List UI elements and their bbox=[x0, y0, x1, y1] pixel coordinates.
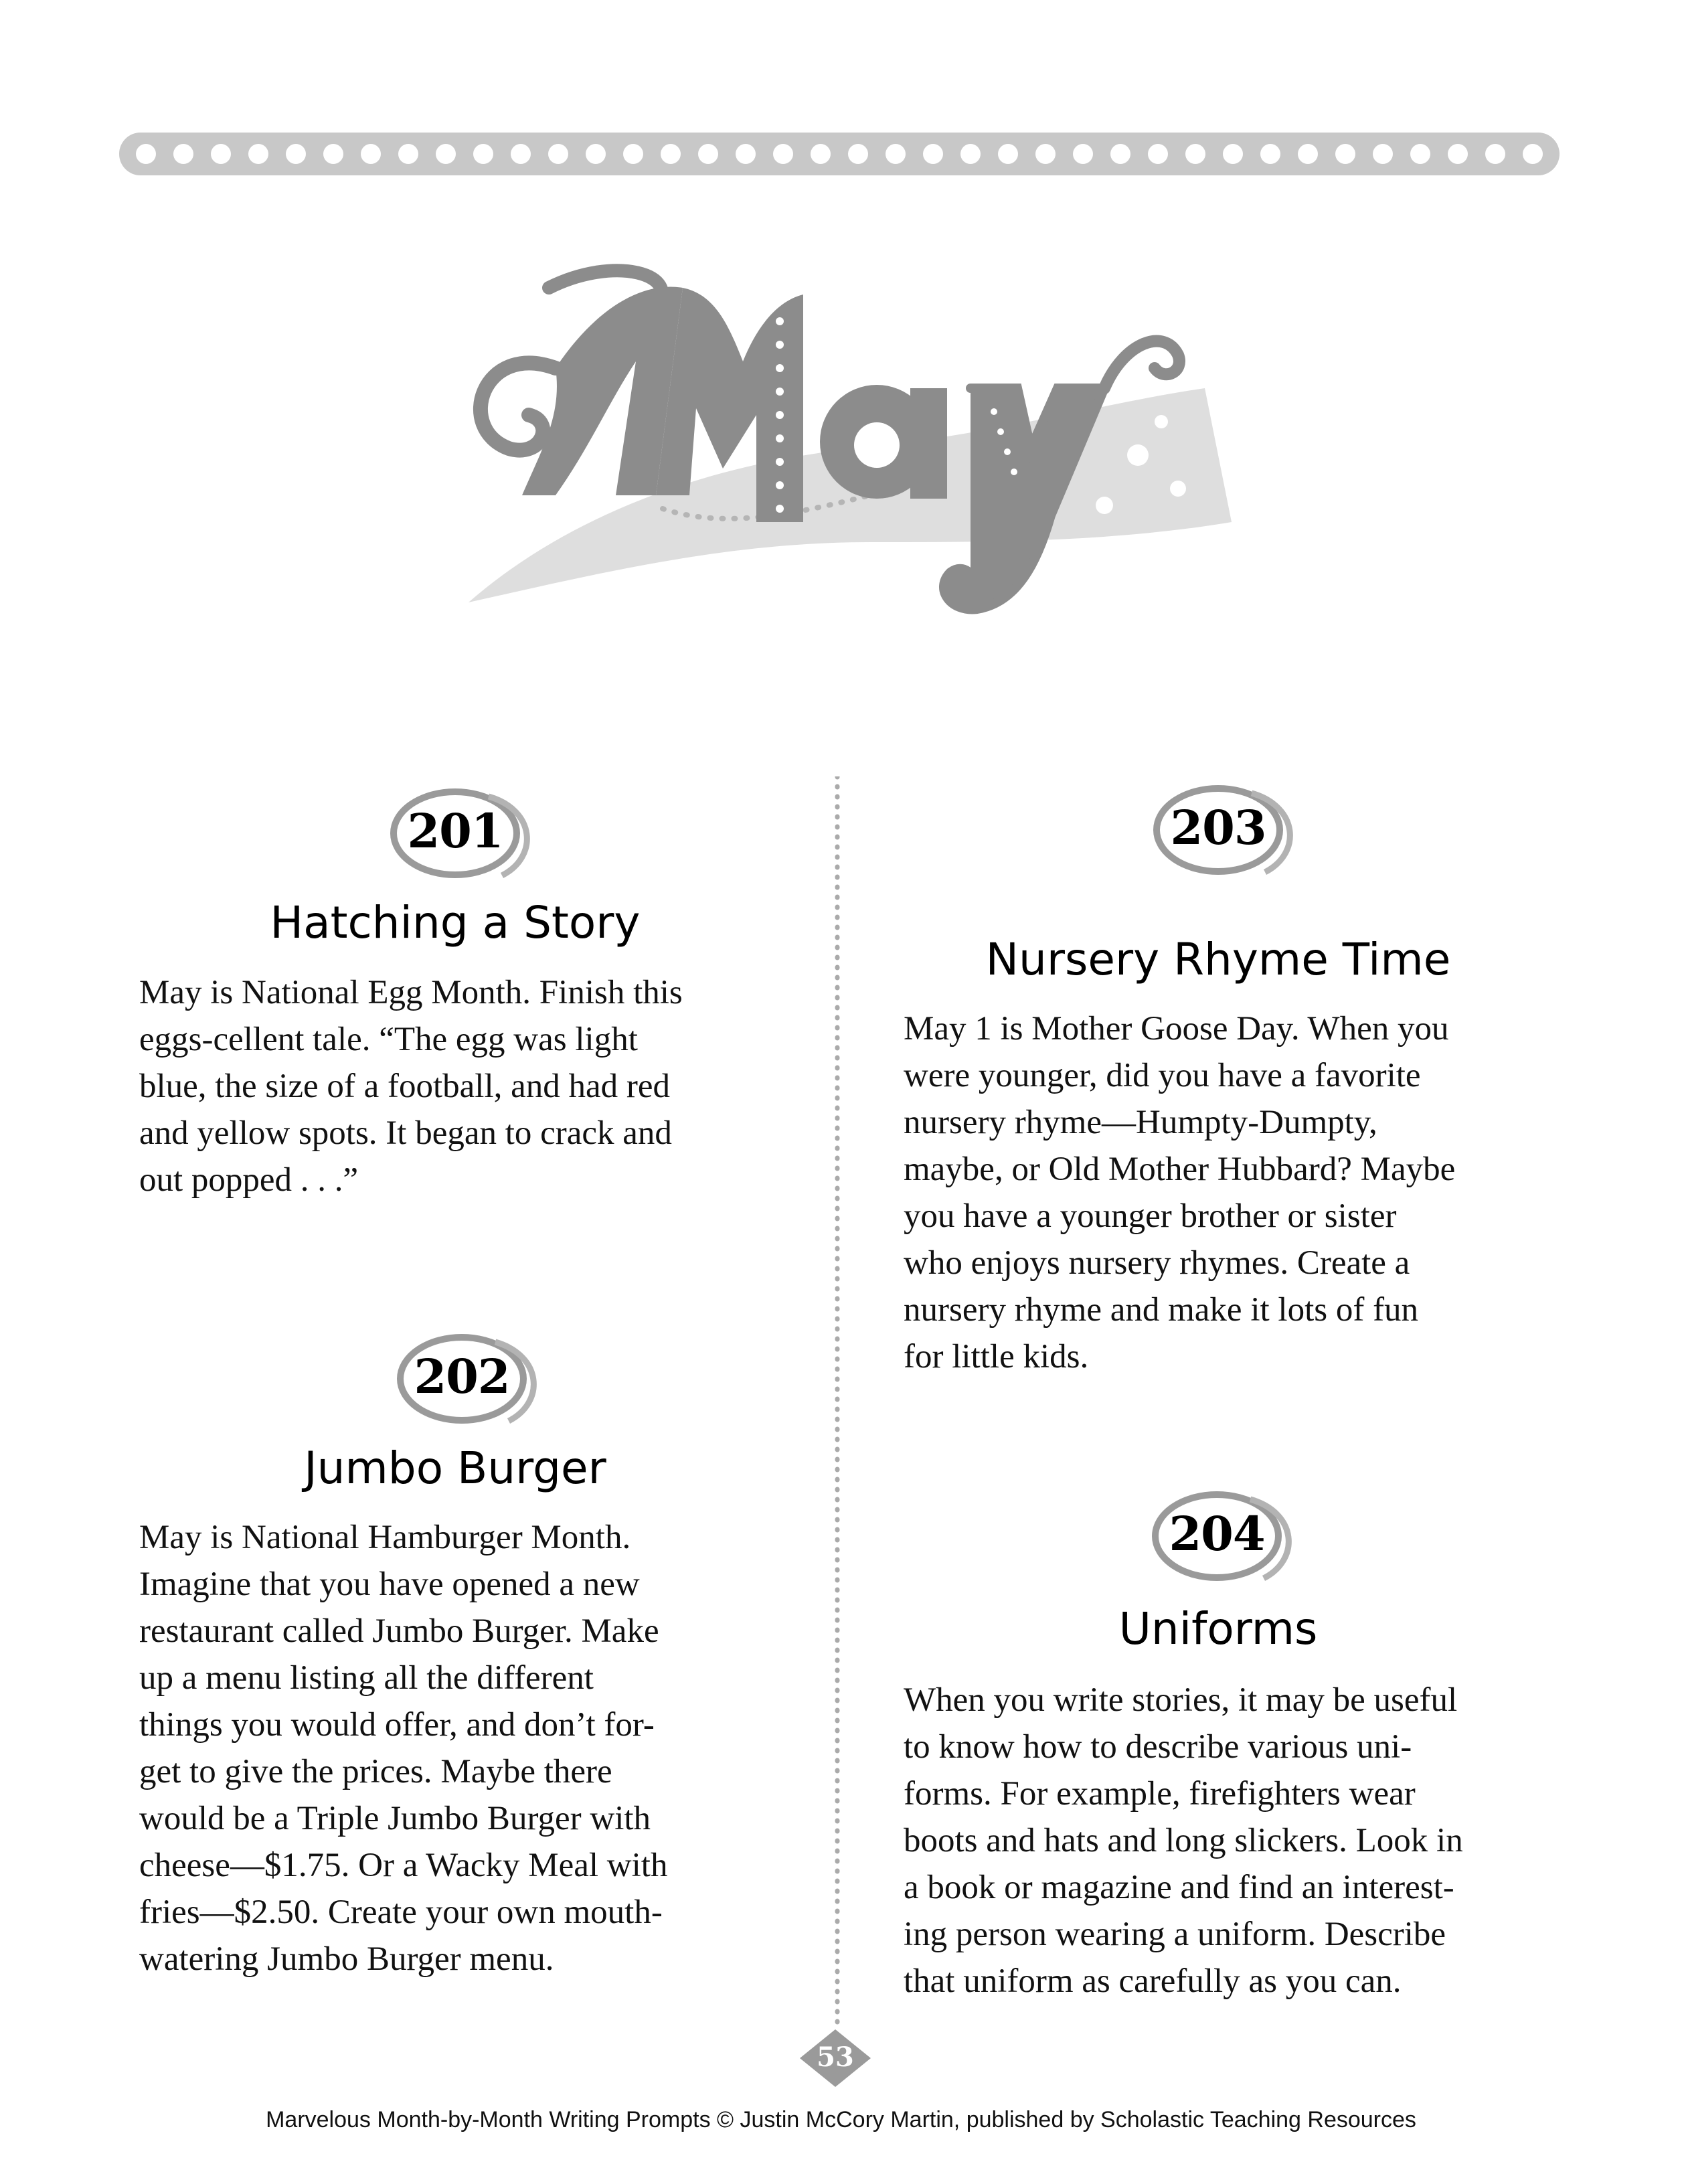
banner-dot bbox=[548, 144, 568, 164]
banner-dot bbox=[436, 144, 456, 164]
banner-dot bbox=[698, 144, 718, 164]
prompt-body: May is National Egg Month. Finish this eggs-cellent tale. “The egg was light blue, the size of a football, and had red and yellow spots. It began to crack and out popped . . .” bbox=[139, 974, 683, 1199]
prompt-body: May is National Hamburger Month. Imagine that you have opened a new restaurant called Jumbo Burger. Make up a menu listing all the different things you would offer, and don’t for- get to give the prices. Maybe there would be a Triple Jumbo Burger with cheese—$1.75. Or a Wacky Meal with fries—$2.50. Create your own mouth- watering Jumbo Burger menu. bbox=[139, 1519, 668, 1978]
prompt-body: May 1 is Mother Goose Day. When you were younger, did you have a favorite nursery rhyme—Humpty-Dumpty, maybe, or Old Mother Hubbard? Maybe you have a younger brother or sister who enjoys nursery rhymes. Create a nursery rhyme and make it lots of fun for little kids. bbox=[904, 1010, 1456, 1375]
page-number: 53 bbox=[817, 2041, 854, 2073]
banner-dot bbox=[1110, 144, 1130, 164]
banner-dot bbox=[811, 144, 831, 164]
banner-dot bbox=[1523, 144, 1543, 164]
banner-dot bbox=[661, 144, 681, 164]
banner-dot bbox=[1260, 144, 1280, 164]
prompt-number-badge bbox=[1151, 780, 1305, 880]
banner-dot bbox=[1073, 144, 1093, 164]
prompt-number-badge bbox=[1150, 1486, 1304, 1586]
prompt-number-badge bbox=[395, 1329, 549, 1429]
banner-dot bbox=[511, 144, 531, 164]
prompt-heading: Jumbo Burger bbox=[304, 1442, 606, 1494]
banner-dot bbox=[398, 144, 418, 164]
prompt-number: 201 bbox=[407, 803, 503, 859]
banner-dot bbox=[248, 144, 268, 164]
prompt-heading: Nursery Rhyme Time bbox=[985, 934, 1451, 985]
banner-dot bbox=[1185, 144, 1205, 164]
banner-dot bbox=[1335, 144, 1355, 164]
banner-dot bbox=[998, 144, 1018, 164]
banner-dot bbox=[473, 144, 493, 164]
banner-dot bbox=[1373, 144, 1393, 164]
banner-dot bbox=[623, 144, 643, 164]
banner-dot bbox=[323, 144, 343, 164]
banner-dot bbox=[1410, 144, 1430, 164]
letter-m bbox=[522, 287, 683, 496]
banner-dot bbox=[1298, 144, 1318, 164]
banner-dot bbox=[848, 144, 868, 164]
banner-dot bbox=[361, 144, 381, 164]
banner-dot bbox=[173, 144, 193, 164]
prompt-number: 204 bbox=[1169, 1506, 1265, 1562]
prompt-number-badge bbox=[388, 783, 542, 884]
banner-dot bbox=[773, 144, 793, 164]
prompt-number: 202 bbox=[414, 1349, 510, 1404]
footer-credit: Marvelous Month-by-Month Writing Prompts © Justin McCory Martin, published by Scholastic Teaching Resources bbox=[266, 2107, 1416, 2132]
banner-dot bbox=[1485, 144, 1505, 164]
banner-dot bbox=[286, 144, 306, 164]
prompt-number: 203 bbox=[1170, 800, 1266, 855]
prompt-heading: Hatching a Story bbox=[270, 897, 641, 948]
banner-dot bbox=[960, 144, 981, 164]
dotted-banner bbox=[119, 133, 1560, 175]
banner-dot bbox=[1035, 144, 1056, 164]
column-divider bbox=[833, 776, 841, 2028]
banner-dot bbox=[136, 144, 156, 164]
banner-dot bbox=[736, 144, 756, 164]
banner-dot bbox=[1148, 144, 1168, 164]
banner-dot bbox=[1223, 144, 1243, 164]
banner-dot bbox=[886, 144, 906, 164]
prompt-heading: Uniforms bbox=[1118, 1603, 1318, 1655]
banner-dot bbox=[211, 144, 231, 164]
title-art bbox=[442, 228, 1245, 643]
prompt-body: When you write stories, it may be useful to know how to describe various uni- forms. For example, firefighters wear boots and hats and long slickers. Look in a book or magazine and find an interest- ing person wearing a uniform. Describe that uniform as carefully as you can. bbox=[904, 1681, 1463, 2000]
banner-dot bbox=[923, 144, 943, 164]
banner-dot bbox=[1448, 144, 1468, 164]
banner-dot bbox=[586, 144, 606, 164]
